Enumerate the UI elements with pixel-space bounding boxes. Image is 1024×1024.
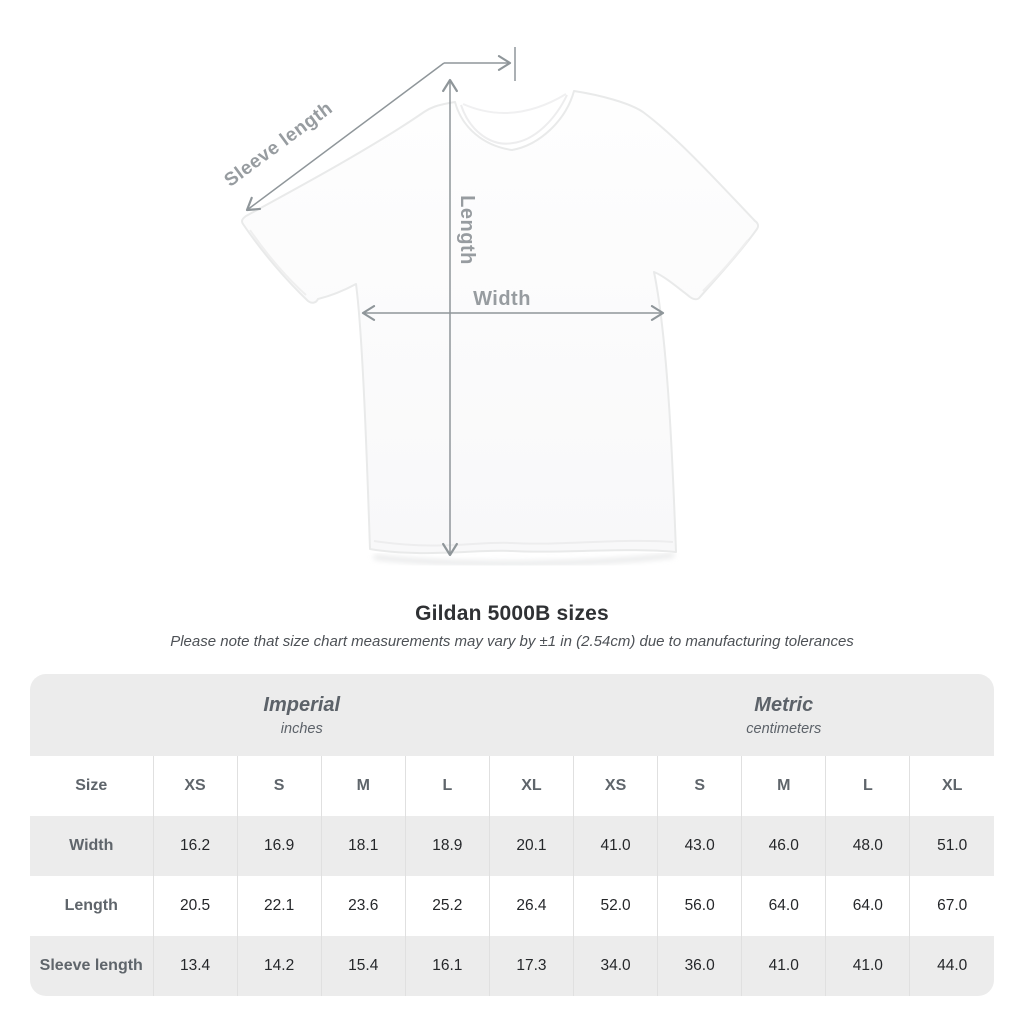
length-metric-xl: 67.0 [910, 876, 994, 936]
length-imperial-l: 25.2 [405, 876, 489, 936]
table-row-width [30, 816, 994, 876]
length-label: Length [456, 195, 478, 265]
sleeve-metric-m: 41.0 [742, 936, 826, 996]
width-imperial-s: 16.9 [237, 816, 321, 876]
metric-label: Metric [754, 693, 814, 716]
col-header-metric-xl: XL [910, 756, 994, 816]
sleeve-metric-xs: 34.0 [574, 936, 658, 996]
metric-unit-label: centimeters [746, 720, 822, 737]
size-corner-header: Size [75, 777, 108, 794]
row-label-length: Length [64, 897, 118, 914]
tshirt-shadow [374, 555, 674, 564]
length-metric-xs: 52.0 [574, 876, 658, 936]
col-header-imperial-m: M [321, 756, 405, 816]
width-label: Width [473, 288, 531, 310]
width-imperial-m: 18.1 [321, 816, 405, 876]
width-imperial-l: 18.9 [405, 816, 489, 876]
row-label-sleeve-length: Sleeve length [39, 957, 143, 974]
table-row-length [30, 876, 994, 936]
size-header-row [30, 756, 994, 816]
width-metric-xl: 51.0 [910, 816, 994, 876]
sleeve-metric-xl: 44.0 [910, 936, 994, 996]
size-chart-table [30, 674, 994, 996]
width-imperial-xs: 16.2 [153, 816, 237, 876]
col-header-metric-l: L [826, 756, 910, 816]
tolerance-note: Please note that size chart measurements may vary by ±1 in (2.54cm) due to manufacturing tolerances [170, 633, 854, 650]
sleeve-imperial-l: 16.1 [405, 936, 489, 996]
col-header-imperial-xs: XS [153, 756, 237, 816]
col-header-imperial-l: L [405, 756, 489, 816]
tshirt-illustration [242, 91, 758, 553]
length-imperial-m: 23.6 [321, 876, 405, 936]
width-metric-l: 48.0 [826, 816, 910, 876]
sleeve-length-label: Sleeve length [220, 97, 337, 192]
sleeve-imperial-s: 14.2 [237, 936, 321, 996]
length-imperial-xl: 26.4 [489, 876, 573, 936]
unit-group-header-row [30, 674, 994, 756]
page-title: Gildan 5000B sizes [415, 602, 609, 625]
length-metric-s: 56.0 [658, 876, 742, 936]
col-header-metric-m: M [742, 756, 826, 816]
width-metric-m: 46.0 [742, 816, 826, 876]
metric-group-header [574, 674, 994, 756]
sleeve-imperial-xl: 17.3 [489, 936, 573, 996]
col-header-metric-s: S [658, 756, 742, 816]
length-metric-m: 64.0 [742, 876, 826, 936]
imperial-unit-label: inches [280, 720, 323, 737]
size-chart-container [30, 674, 994, 996]
length-imperial-s: 22.1 [237, 876, 321, 936]
imperial-label: Imperial [263, 693, 341, 716]
width-metric-s: 43.0 [658, 816, 742, 876]
length-imperial-xs: 20.5 [153, 876, 237, 936]
col-header-imperial-xl: XL [489, 756, 573, 816]
sleeve-metric-l: 41.0 [826, 936, 910, 996]
width-imperial-xl: 20.1 [489, 816, 573, 876]
length-metric-l: 64.0 [826, 876, 910, 936]
table-row-sleeve-length [30, 936, 994, 996]
caption [0, 602, 1024, 650]
width-metric-xs: 41.0 [574, 816, 658, 876]
sleeve-imperial-xs: 13.4 [153, 936, 237, 996]
col-header-metric-xs: XS [574, 756, 658, 816]
sleeve-imperial-m: 15.4 [321, 936, 405, 996]
imperial-group-header [30, 674, 574, 756]
col-header-imperial-s: S [237, 756, 321, 816]
sleeve-metric-s: 36.0 [658, 936, 742, 996]
row-label-width: Width [69, 837, 114, 854]
